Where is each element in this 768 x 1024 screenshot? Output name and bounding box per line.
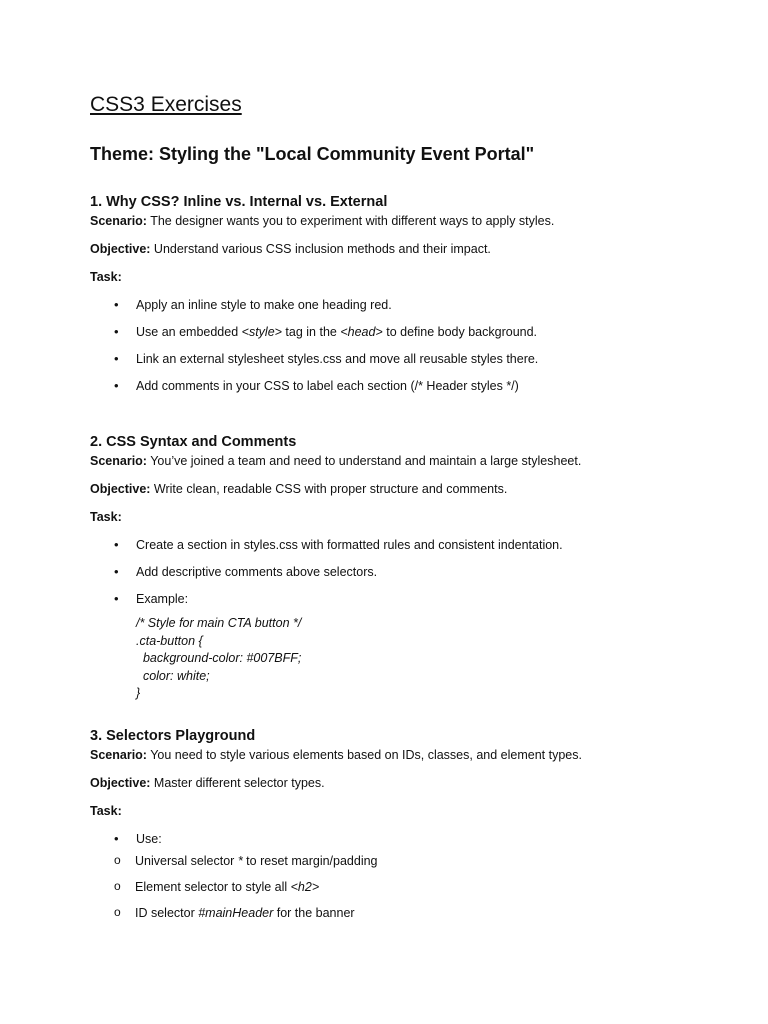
objective-text: Write clean, readable CSS with proper structure and comments.	[153, 482, 508, 496]
scenario-label: Scenario:	[90, 454, 147, 468]
scenario-text: You need to style various elements based on IDs, classes, and element types.	[150, 748, 582, 762]
list-item: • Apply an inline style to make one heading red.	[90, 296, 730, 314]
section-1-objective	[90, 240, 730, 258]
list-item: o Universal selector * to reset margin/padding	[90, 852, 730, 870]
list-item: • Link an external stylesheet styles.css and move all reusable styles there.	[90, 350, 730, 368]
section-3-scenario	[90, 746, 730, 764]
list-item: • Use an embedded <style> tag in the <head> to define body background.	[90, 323, 730, 341]
section-1	[90, 192, 730, 404]
objective-text: Master different selector types.	[153, 776, 325, 790]
section-2-scenario	[90, 452, 730, 470]
document-title: CSS3 Exercises	[90, 93, 242, 116]
section-2-task-list	[90, 536, 730, 608]
section-2	[90, 432, 730, 703]
section-3-task-list	[90, 830, 730, 922]
theme-heading: Theme: Styling the "Local Community Event Portal"	[90, 144, 535, 164]
list-item: • Create a section in styles.css with formatted rules and consistent indentation.	[90, 536, 730, 554]
objective-text: Understand various CSS inclusion methods and their impact.	[153, 242, 491, 256]
list-item: • Add comments in your CSS to label each section (/* Header styles */)	[90, 377, 730, 395]
section-3-objective	[90, 774, 730, 792]
objective-label: Objective:	[90, 776, 151, 790]
list-item: o ID selector #mainHeader for the banner	[90, 904, 730, 922]
scenario-text: You’ve joined a team and need to understand and maintain a large stylesheet.	[150, 454, 582, 468]
code-example: /* Style for main CTA button */ .cta-button { background-color: #007BFF; color: white; }	[136, 616, 302, 700]
list-item: o Element selector to style all <h2>	[90, 878, 730, 896]
section-2-heading: 2. CSS Syntax and Comments	[90, 434, 297, 450]
objective-label: Objective:	[90, 482, 151, 496]
list-item: • Example:	[90, 590, 730, 608]
section-3	[90, 726, 730, 931]
selector-sublist	[90, 852, 730, 922]
section-1-task-label: Task:	[90, 270, 122, 284]
section-2-objective	[90, 480, 730, 498]
section-1-task-list	[90, 296, 730, 395]
section-1-heading: 1. Why CSS? Inline vs. Internal vs. External	[90, 194, 388, 210]
scenario-label: Scenario:	[90, 214, 147, 228]
section-1-scenario	[90, 212, 730, 230]
scenario-text: The designer wants you to experiment with different ways to apply styles.	[150, 214, 555, 228]
scenario-label: Scenario:	[90, 748, 147, 762]
section-3-heading: 3. Selectors Playground	[90, 728, 256, 744]
section-3-task-label: Task:	[90, 804, 122, 818]
section-2-task-label: Task:	[90, 510, 122, 524]
list-item: • Use: o Universal selector * to reset margin/padding o Element selector to style all <h2> o ID selector #mainHeader for the banner	[90, 830, 730, 922]
objective-label: Objective:	[90, 242, 151, 256]
list-item: • Add descriptive comments above selectors.	[90, 563, 730, 581]
